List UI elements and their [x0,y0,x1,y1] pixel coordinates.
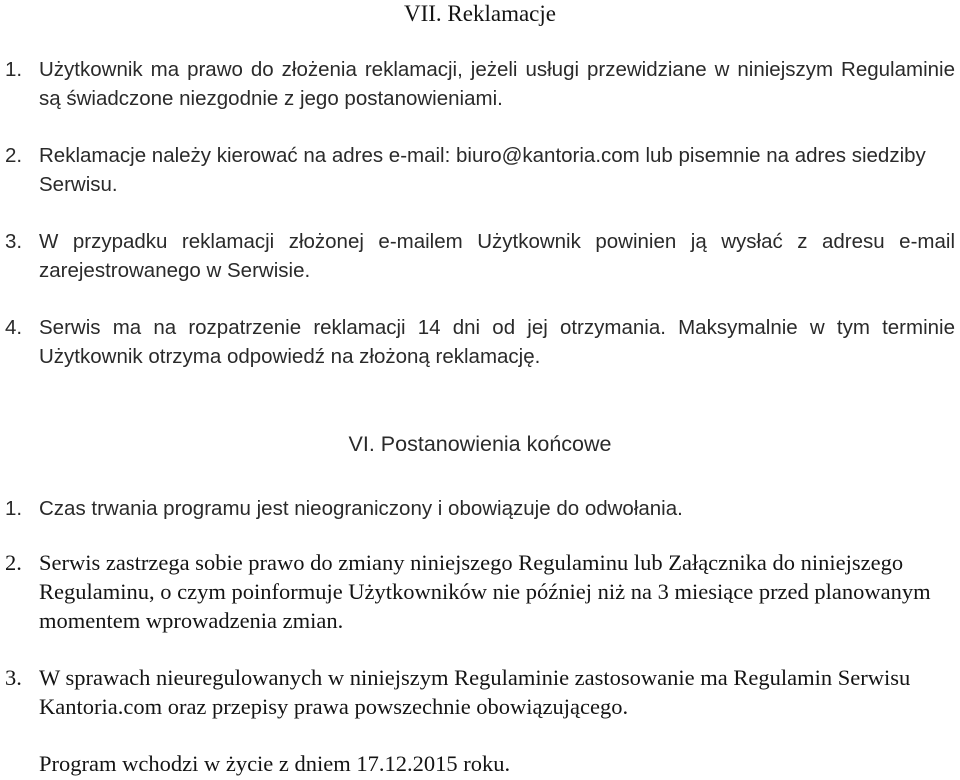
list-item [5,313,955,371]
list-item-text: Czas trwania programu jest nieograniczony i obowiązuje do odwołania. [39,497,683,520]
list-item [5,141,955,199]
list-item-text: Użytkownik ma prawo do złożenia reklamacji, jeżeli usługi przewidziane w niniejszym Regulaminie są świadczone niezgodnie z jego postanowieniami. [39,58,955,110]
section-heading-postanowienia-koncowe: VI. Postanowienia końcowe [348,432,612,456]
list-item-number: 3. [5,665,22,690]
section-heading-reklamacje: VII. Reklamacje [404,1,556,26]
list-item [5,663,955,721]
list-item-number: 1. [5,497,23,520]
list-item-text: Serwis ma na rozpatrzenie reklamacji 14 dni od jej otrzymania. Maksymalnie w tym terminie Użytkownik otrzyma odpowiedź na złożoną reklamację. [39,316,955,368]
list-item-text: Reklamacje należy kierować na adres e-mail: biuro@kantoria.com lub pisemnie na adres siedziby Serwisu. [39,144,926,196]
list-item-number: 4. [5,316,23,339]
list-item [5,548,955,635]
list-item-text: Serwis zastrzega sobie prawo do zmiany niniejszego Regulaminu lub Załącznika do niniejszego Regulaminu, o czym poinformuje Użytkowników nie później niż na 3 miesiące przed planowanym momentem wprowadzenia zmian. [39,550,931,633]
list-item [5,494,955,523]
list-item-number: 3. [5,230,23,253]
list-item [5,55,955,113]
effective-date-statement: Program wchodzi w życie z dniem 17.12.2015 roku. [39,751,511,776]
list-item [5,227,955,285]
list-item-number: 2. [5,144,23,167]
list-item-text: W sprawach nieuregulowanych w niniejszym Regulaminie zastosowanie ma Regulamin Serwisu Kantoria.com oraz przepisy prawa powszechnie obowiązującego. [39,665,911,719]
list-item-number: 2. [5,550,22,575]
list-item-number: 1. [5,58,23,81]
list-item-text: W przypadku reklamacji złożonej e-mailem Użytkownik powinien ją wysłać z adresu e-mail zarejestrowanego w Serwisie. [39,230,955,282]
